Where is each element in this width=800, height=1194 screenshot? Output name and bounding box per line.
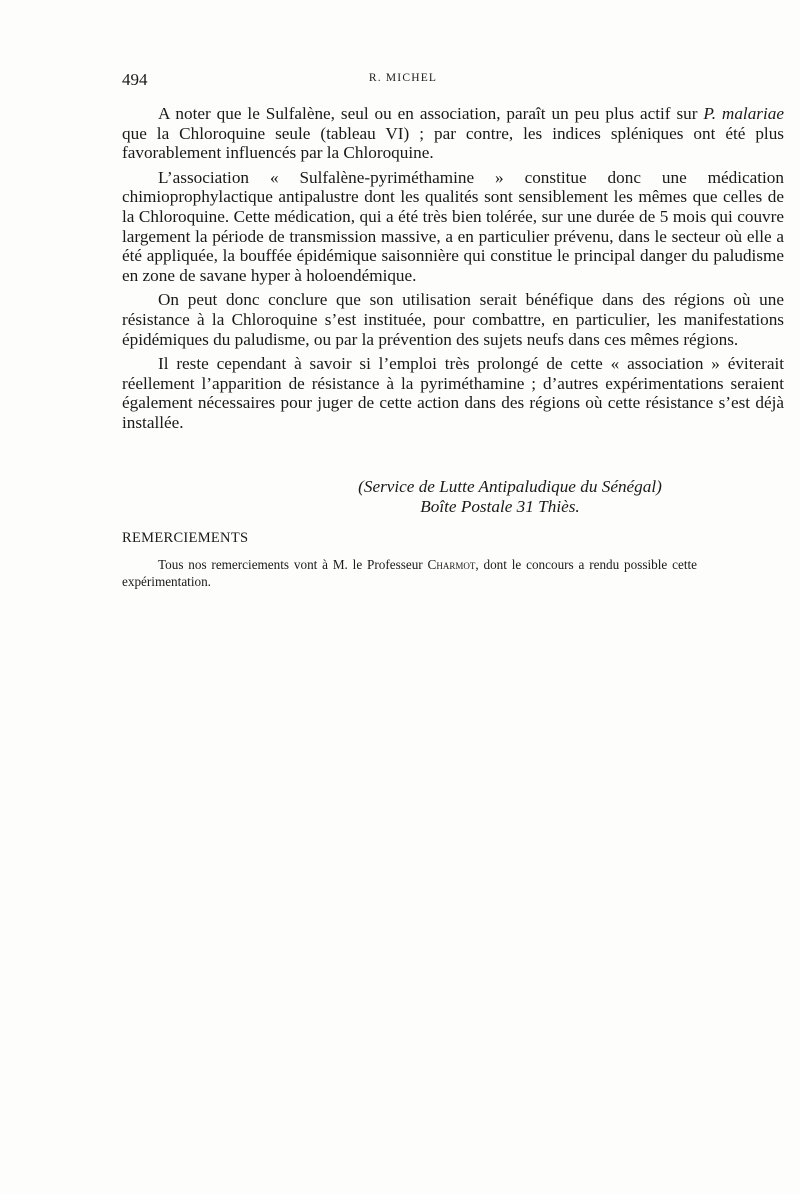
page-header [122,70,684,94]
paragraph-1 [122,104,784,163]
paragraph-4: Il reste cependant à savoir si l’emploi très prolongé de cette « association » éviterait réellement l’apparition de résistance à la pyriméthamine ; d’autres expérimentations seraient également nécessaires pour juger de cette action dans des régions où cette résistance s’est déjà installée. [122,354,784,432]
running-head: R. MICHEL [368,72,438,84]
species-name: P. malariae [703,104,784,123]
body-text [122,104,784,438]
page-number: 494 [122,70,148,89]
acknowledgements-text [122,556,697,590]
acknowledgements-paragraph [122,556,697,590]
address-line: Boîte Postale 31 Thiès. [420,497,580,516]
acknowledgements-heading: REMERCIEMENTS [122,530,249,546]
paragraph-3: On peut donc conclure que son utilisation serait bénéfique dans des régions où une résistance à la Chloroquine s’est instituée, pour combattre, en particulier, les manifestations épidémiques du paludisme, ou par la prévention des sujets neufs dans ces mêmes régions. [122,290,784,349]
paragraph-2: L’association « Sulfalène-pyriméthamine » constitue donc une médication chimioprophylactique antipalustre dont les qualités sont sensiblement les mêmes que celles de la Chloroquine. Cette médication, qui a été très bien tolérée, sur une durée de 5 mois qui couvre largement la période de transmission massive, a en particulier prévenu, dans le secteur où elle a été appliquée, la bouffée épidémique saisonnière qui constitue le principal danger du paludisme en zone de savane hyper à holoendémique. [122,167,784,285]
affiliation-signature [300,477,700,517]
paragraph-1-text-a: A noter que le Sulfalène, seul ou en association, paraît un peu plus actif sur [158,104,704,123]
affiliation-line: (Service de Lutte Antipaludique du Sénégal) [358,477,662,496]
paragraph-1-text-b: que la Chloroquine seule (tableau VI) ; par contre, les indices spléniques ont été plus favorablement influencés par la Chloroquine. [122,123,784,163]
ack-text-b: , dont le concours a rendu possible cette expérimentation. [122,557,697,589]
ack-text-a: Tous nos remerciements vont à M. le Professeur [158,557,428,572]
professor-name: Charmot [427,557,476,572]
